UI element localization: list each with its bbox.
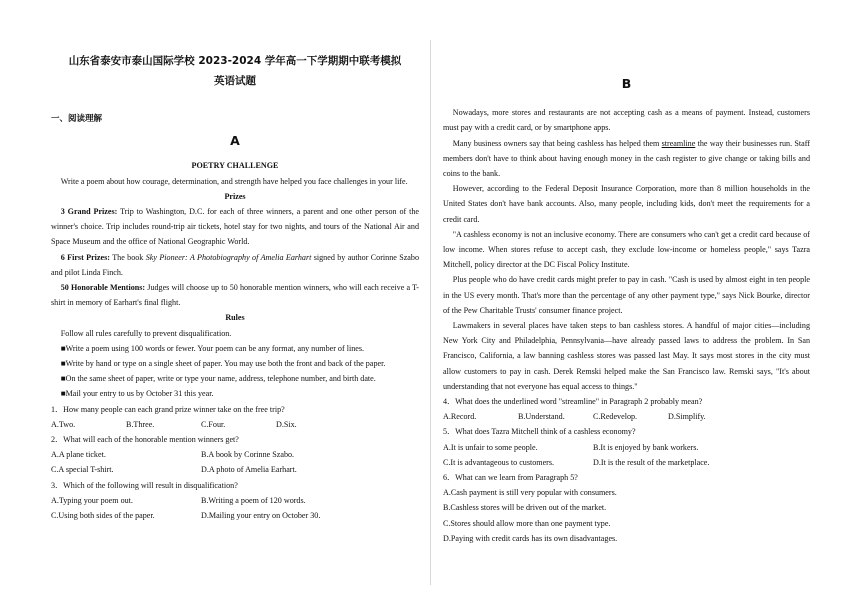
question-4: 4．What does the underlined word "streamline" in Paragraph 2 probably mean?	[443, 397, 703, 407]
rule-item: ■Write by hand or type on a single sheet of paper. You may use both the front and back of the paper.	[60, 359, 386, 369]
option: A.A plane ticket.	[51, 450, 106, 460]
option: D.It is the result of the marketplace.	[593, 457, 710, 467]
left-column	[51, 0, 419, 523]
option: D.A photo of Amelia Earhart.	[201, 465, 297, 475]
question-5-options-row2	[443, 455, 810, 470]
passage-b-paragraph-2	[443, 136, 810, 182]
option: B.A book by Corinne Szabo.	[201, 450, 295, 460]
first-prize-paragraph	[51, 250, 419, 280]
question-3: 3．Which of the following will result in disqualification?	[51, 480, 238, 490]
option: A.Typing your poem out.	[51, 495, 133, 505]
option: B.Three.	[126, 419, 155, 429]
exam-title-line1: 山东省泰安市泰山国际学校 2023-2024 学年高一下学期期中联考模拟	[68, 55, 402, 67]
option: C.Four.	[201, 419, 226, 429]
question-1: 1．How many people can each grand prize winner take on the free trip?	[51, 404, 285, 414]
question-2: 2．What will each of the honorable mention winners get?	[51, 435, 239, 445]
option: A.Cash payment is still very popular with consumers.	[443, 488, 617, 498]
rules-intro: Follow all rules carefully to prevent disqualification.	[60, 328, 232, 338]
option: C.Stores should allow more than one payment type.	[443, 518, 611, 528]
passage-a-letter: A	[230, 133, 240, 149]
question-2-options-row2	[51, 462, 419, 477]
option: A.Two.	[51, 419, 76, 429]
honorable-mention-label: 50 Honorable Mentions:	[60, 283, 146, 293]
paragraph-2-text-a: Many business owners say that being cashless has helped them	[452, 138, 662, 148]
passage-b-paragraph-5: Plus people who do have credit cards might prefer to pay in cash. "Cash is used by almost eight in ten people in the US every month. That's more than the percentage of any other payment type," says Nick Bourke, director of the Pew Charitable Trusts' consumer finance project.	[443, 275, 810, 315]
question-1-options	[51, 417, 419, 432]
grand-prize-paragraph	[51, 204, 419, 250]
prizes-heading: Prizes	[224, 191, 246, 201]
passage-b-paragraph-6: Lawmakers in several places have taken steps to ban cashless stores. A handful of major cities—including New York City and Philadelphia, Pennsylvania—have already passed laws to address the problem. In San Francisco, California, a law banning cashless stores was passed last May. It says most stores in the city must allow customers to pay in cash. Derek Remski helped make the San Francisco law. Remski says, "It's about understanding that not everyone has equal access to things."	[443, 321, 810, 391]
section-heading: 一、阅读理解	[51, 114, 103, 124]
exam-title-line2: 英语试题	[214, 75, 256, 87]
passage-b-paragraph-4: "A cashless economy is not an inclusive economy. There are consumers who can't get a credit card because of low income. When stores refuse to accept cash, they exclude low-income or homeless people," says Tazra Mitchell, policy director at the DC Fiscal Policy Institute.	[443, 229, 810, 270]
question-3-options-row1	[51, 493, 419, 508]
passage-a-title: POETRY CHALLENGE	[191, 161, 279, 171]
passage-b-paragraph-3: However, according to the Federal Deposit Insurance Corporation, more than 8 million households in the United States don't have bank accounts. Also, many people, including kids, don't meet the requirements for a credit card.	[443, 184, 810, 224]
option: D.Six.	[276, 419, 297, 429]
honorable-mention-paragraph	[51, 280, 419, 310]
column-divider	[430, 40, 431, 585]
question-3-options-row2	[51, 508, 419, 523]
option: D.Mailing your entry on October 30.	[201, 511, 321, 521]
option: C.A special T-shirt.	[51, 465, 114, 475]
underlined-word-streamline: streamline	[661, 138, 696, 148]
question-2-options-row1	[51, 447, 419, 462]
first-prize-book-title: Sky Pioneer: A Photobiography of Amelia Earhart	[145, 252, 312, 262]
option: A.It is unfair to some people.	[443, 442, 538, 452]
option: C.It is advantageous to customers.	[443, 457, 555, 467]
option: B.Writing a poem of 120 words.	[201, 495, 306, 505]
rules-heading: Rules	[225, 313, 245, 323]
right-column	[443, 0, 810, 546]
option: D.Paying with credit cards has its own disadvantages.	[443, 533, 618, 543]
honorable-mention-text: Judges will choose up to 50 honorable mention winners, who will each receive a T-shirt in memory of Earhart's final flight.	[51, 283, 419, 308]
option: C.Redevelop.	[593, 412, 638, 422]
question-5-options-row1	[443, 440, 810, 455]
rule-item: ■Write a poem using 100 words or fewer. Your poem can be any format, any number of lines.	[60, 343, 365, 353]
rule-item: ■Mail your entry to us by October 31 this year.	[60, 389, 214, 399]
paragraph-2-text-b: the way their businesses run. Staff members don't have to think about having enough money in the cash register to give change or taking bills and coins to the bank.	[443, 138, 811, 179]
option: B.Understand.	[518, 412, 565, 422]
grand-prize-text: Trip to Washington, D.C. for each of three winners, a parent and one other person of the winner's choice. Trip includes round-trip air tickets, hotel stay for two nights, and tours of the National Air and Space Museum and the office of National Geographic World.	[51, 207, 419, 247]
option: D.Simplify.	[668, 412, 706, 422]
question-6: 6．What can we learn from Paragraph 5?	[443, 473, 578, 483]
option: C.Using both sides of the paper.	[51, 511, 155, 521]
first-prize-text-b: signed by author Corinne Szabo and pilot Linda Finch.	[51, 252, 419, 277]
passage-a-intro: Write a poem about how courage, determination, and strength have helped you face challenges in your life.	[60, 176, 408, 186]
option: B.It is enjoyed by bank workers.	[593, 442, 699, 452]
question-4-options	[443, 409, 810, 424]
question-5: 5．What does Tazra Mitchell think of a cashless economy?	[443, 427, 636, 437]
first-prize-label: 6 First Prizes:	[60, 252, 110, 262]
passage-b-paragraph-1: Nowadays, more stores and restaurants are not accepting cash as a means of payment. Instead, customers must pay with a credit card, or by smartphone apps.	[443, 108, 810, 133]
option: B.Cashless stores will be driven out of the market.	[443, 503, 607, 513]
passage-b-letter: B	[621, 76, 632, 91]
rule-item: ■On the same sheet of paper, write or type your name, address, telephone number, and birth date.	[60, 374, 376, 384]
grand-prize-label: 3 Grand Prizes:	[60, 207, 118, 217]
first-prize-text-a: The book	[109, 252, 146, 262]
option: A.Record.	[443, 412, 477, 422]
